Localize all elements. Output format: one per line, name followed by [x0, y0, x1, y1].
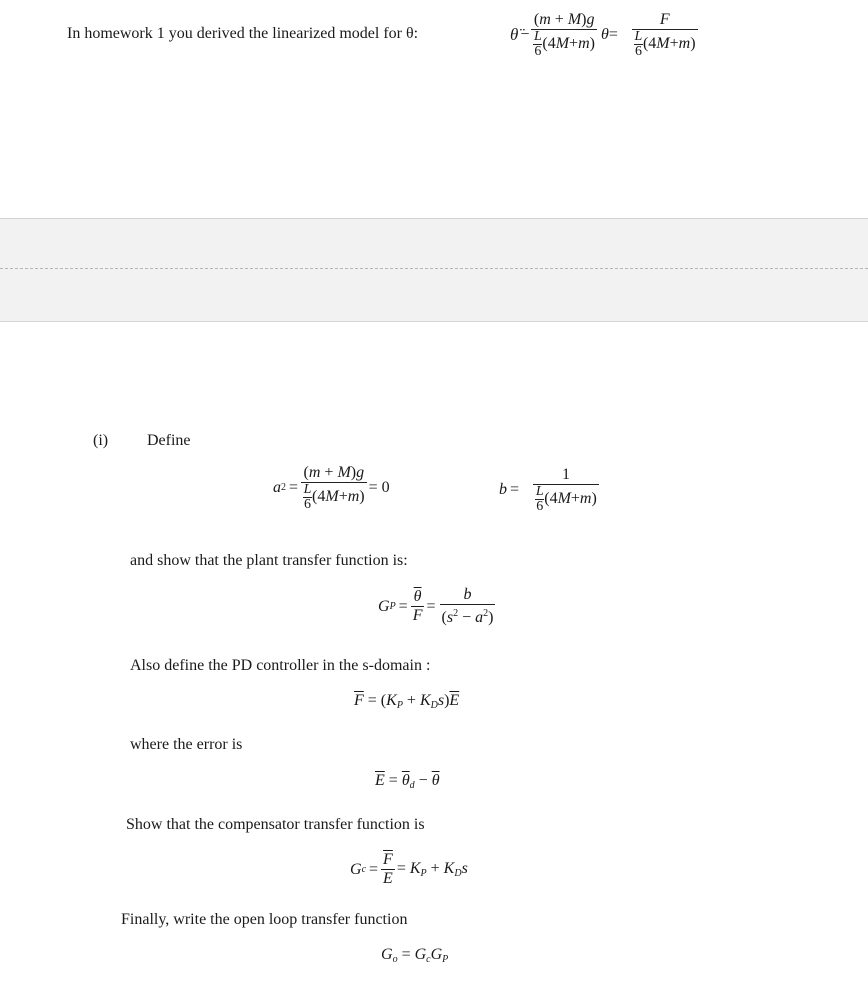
a-squared-definition: a 2 = (m + M)g L 6 (4 M + m ) = 0 — [273, 464, 390, 512]
compensator-tf-text: Show that the compensator transfer function is — [126, 816, 425, 833]
pd-controller-equation: $\overline{F} = (K_P + K_Ds)\overline{E}$ — [354, 692, 460, 711]
b-definition: b = 1 L 6 (4 M + m ) — [499, 466, 597, 514]
compensator-transfer-function-equation: G c = $\frac{\overline{F}}{E}$ = $K_P + K_Ds$ — [350, 851, 468, 887]
linearized-model-equation: θ̈ − (m + M)g L 6 (4 M + m ) θ = F L 6 (4 M + m ) — [510, 11, 696, 59]
item-number: (i) — [93, 432, 109, 449]
error-equation: $\overline{E} = \overline{\theta}_d - \overline{\theta}$ — [375, 772, 440, 791]
open-loop-transfer-function-equation: $G_o = G_cG_P$ — [381, 946, 449, 965]
plant-tf-text: and show that the plant transfer function is: — [130, 552, 408, 569]
intro-text: In homework 1 you derived the linearized model for θ: — [67, 25, 419, 42]
plant-transfer-function-equation: G P = $\frac{\overline{\theta}}{F}$ = $\frac{b}{(s^2 - a^2)}$ — [378, 586, 494, 626]
section-separator-band — [0, 218, 868, 322]
error-text: where the error is — [130, 736, 243, 753]
define-label: Define — [147, 432, 191, 449]
dashed-divider — [0, 268, 868, 269]
pd-controller-text: Also define the PD controller in the s-domain : — [130, 657, 431, 674]
open-loop-text: Finally, write the open loop transfer function — [121, 911, 408, 928]
